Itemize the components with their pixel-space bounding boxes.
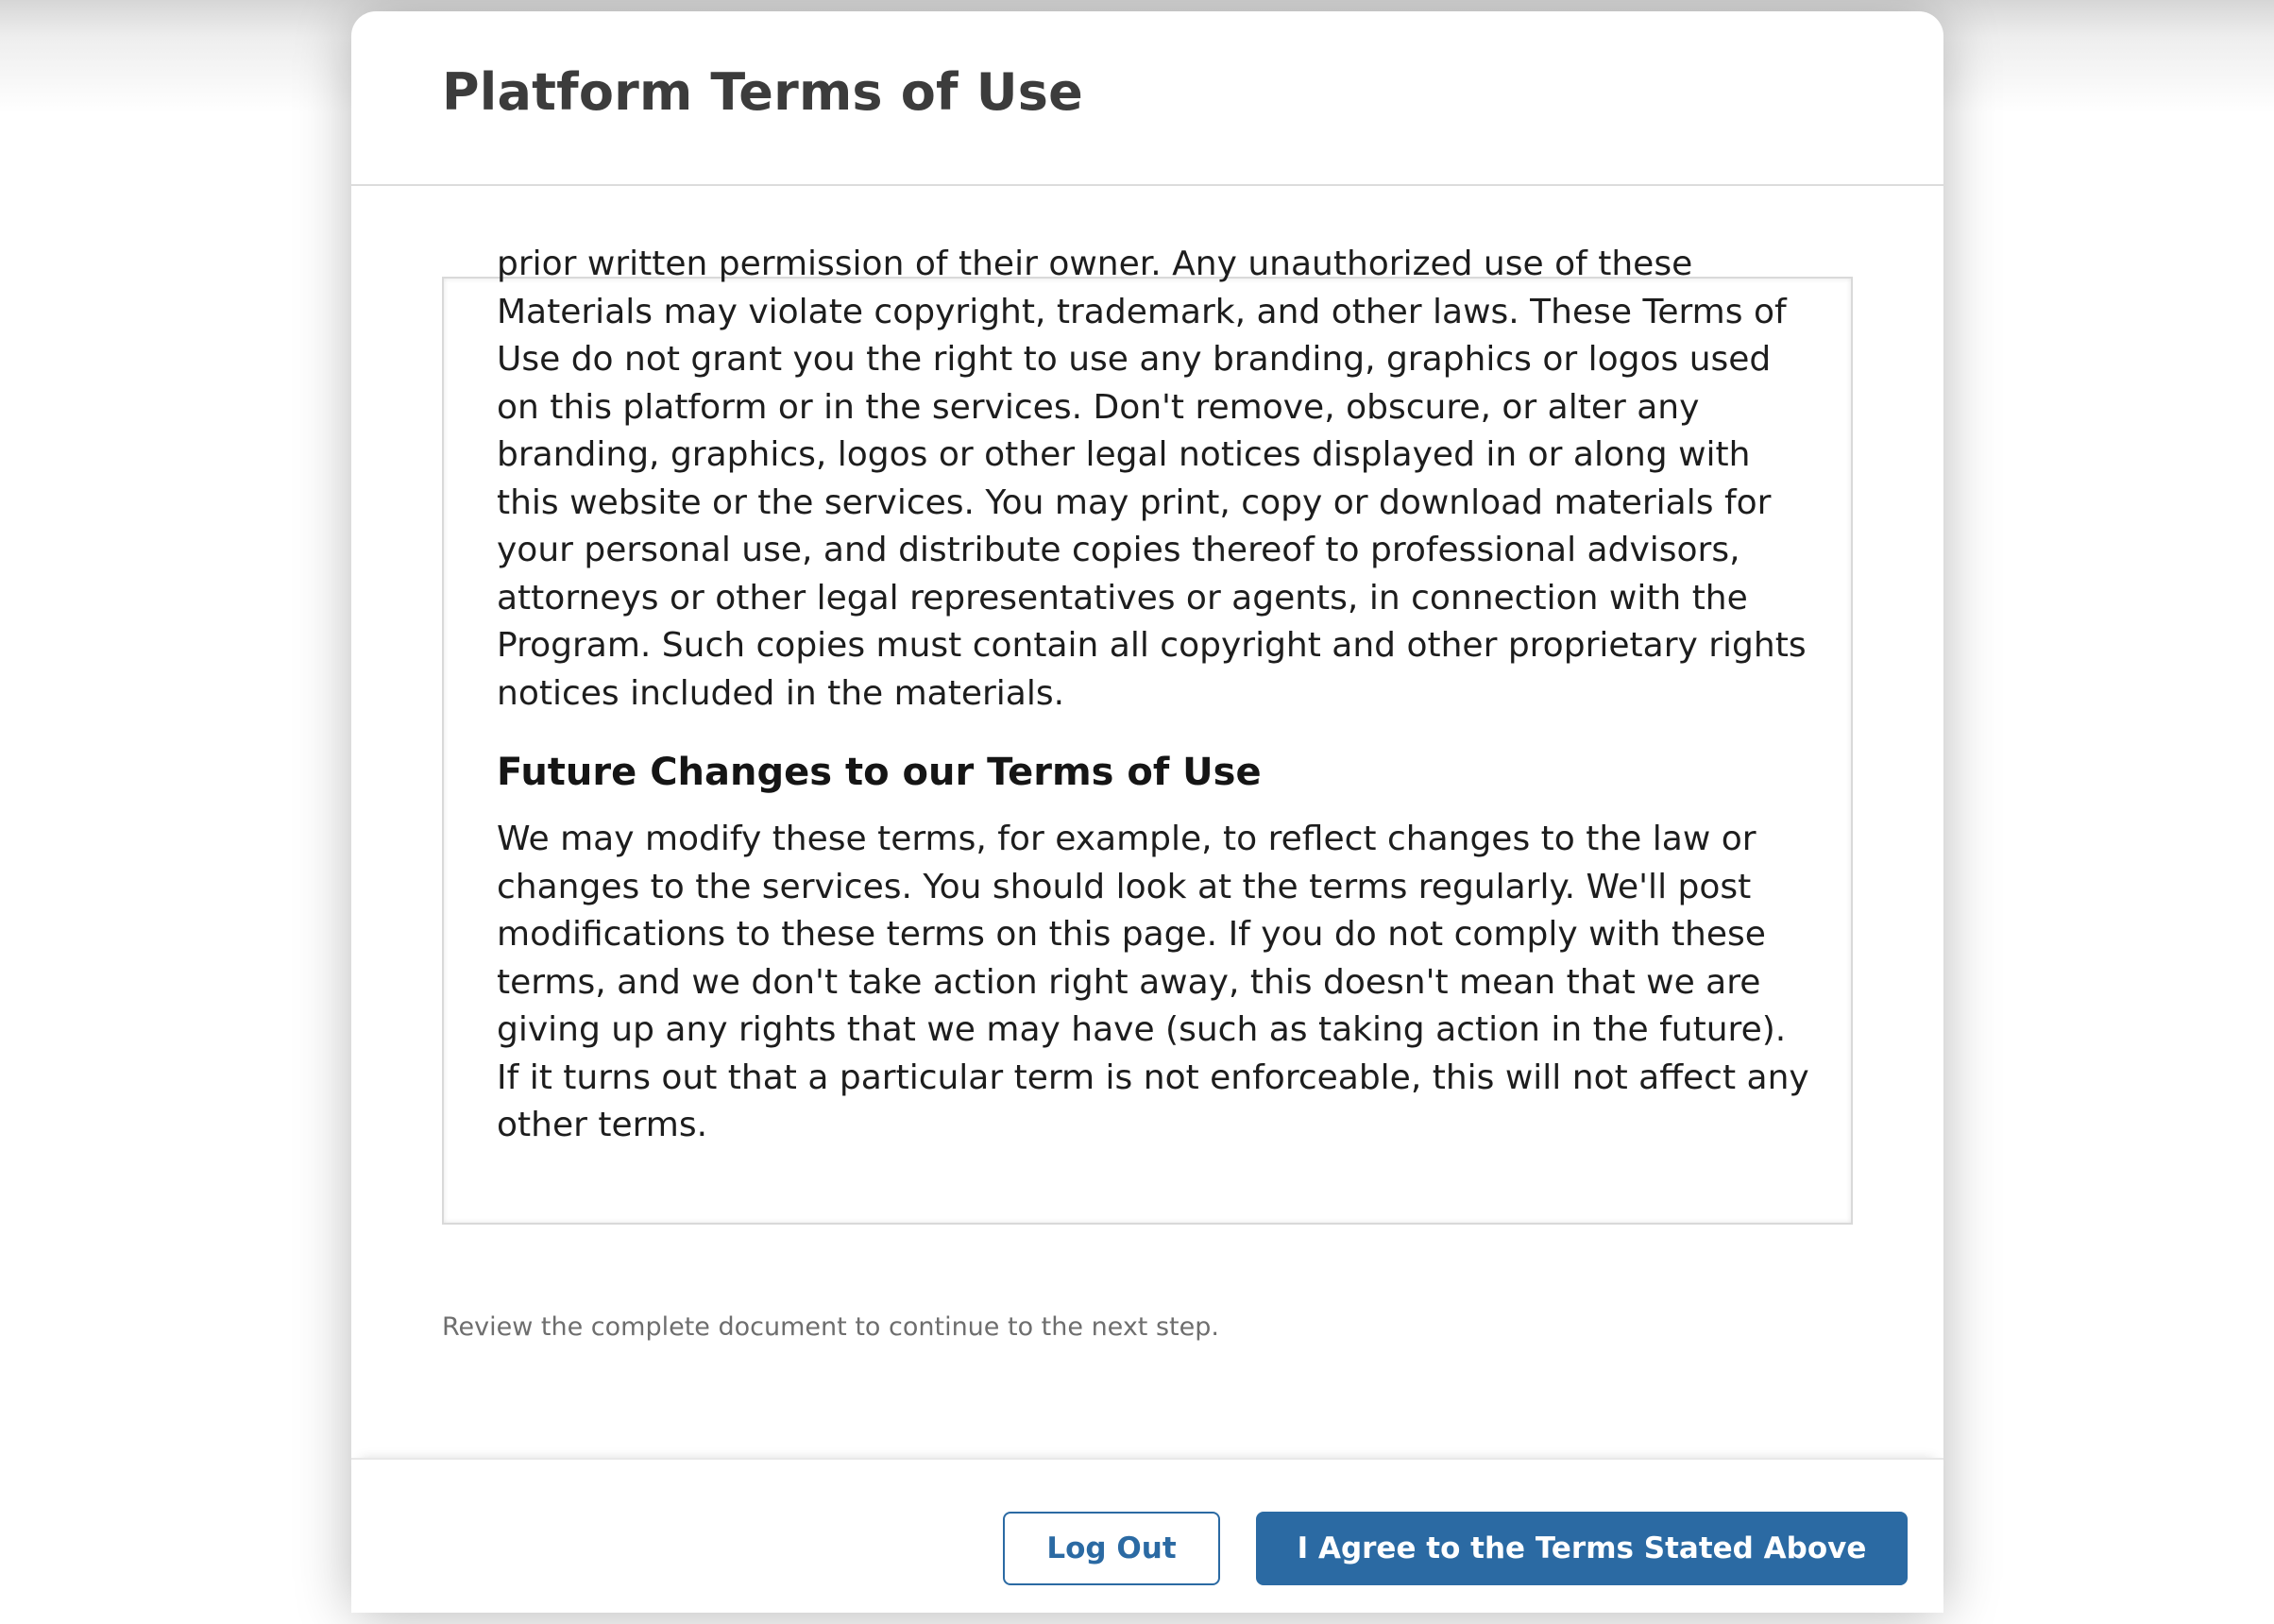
terms-document-scroll-area[interactable] [442, 245, 1853, 1225]
review-hint-text: Review the complete document to continue to the next step. [442, 1312, 1219, 1342]
agree-terms-button[interactable]: I Agree to the Terms Stated Above [1256, 1512, 1908, 1585]
terms-document-content [497, 241, 1809, 1150]
section-heading: Future Changes to our Terms of Use [497, 751, 1262, 794]
terms-modal [351, 11, 1943, 1611]
terms-paragraph: prior written permission of their owner. Any unauthorized use of these Materials may violate copyright, trademark, and other laws. These Terms of Use do not grant you the right to use any branding, graphics or logos used on this platform or in the services. Don't remove, obscure, or alter any branding, graphics, logos or other legal notices displayed in or along with this website or the services. You may print, copy or download materials for your personal use, and distribute copies thereof to professional advisors, attorneys or other legal representatives or agents, in connection with the Program. Such copies must contain all copyright and other proprietary rights notices included in the materials. [497, 245, 1807, 713]
modal-header [351, 11, 1943, 186]
log-out-button[interactable]: Log Out [1003, 1512, 1220, 1585]
modal-title: Platform Terms of Use [442, 62, 1083, 122]
modal-footer [351, 1458, 1943, 1613]
terms-paragraph: We may modify these terms, for example, to reflect changes to the law or changes to the services. You should look at the terms regularly. We'll post modifications to these terms on this page. If you do not comply with these terms, and we don't take action right away, this doesn't mean that we are giving up any rights that we may have (such as taking action in the future). If it turns out that a particular term is not enforceable, this will not affect any other terms. [497, 820, 1809, 1144]
